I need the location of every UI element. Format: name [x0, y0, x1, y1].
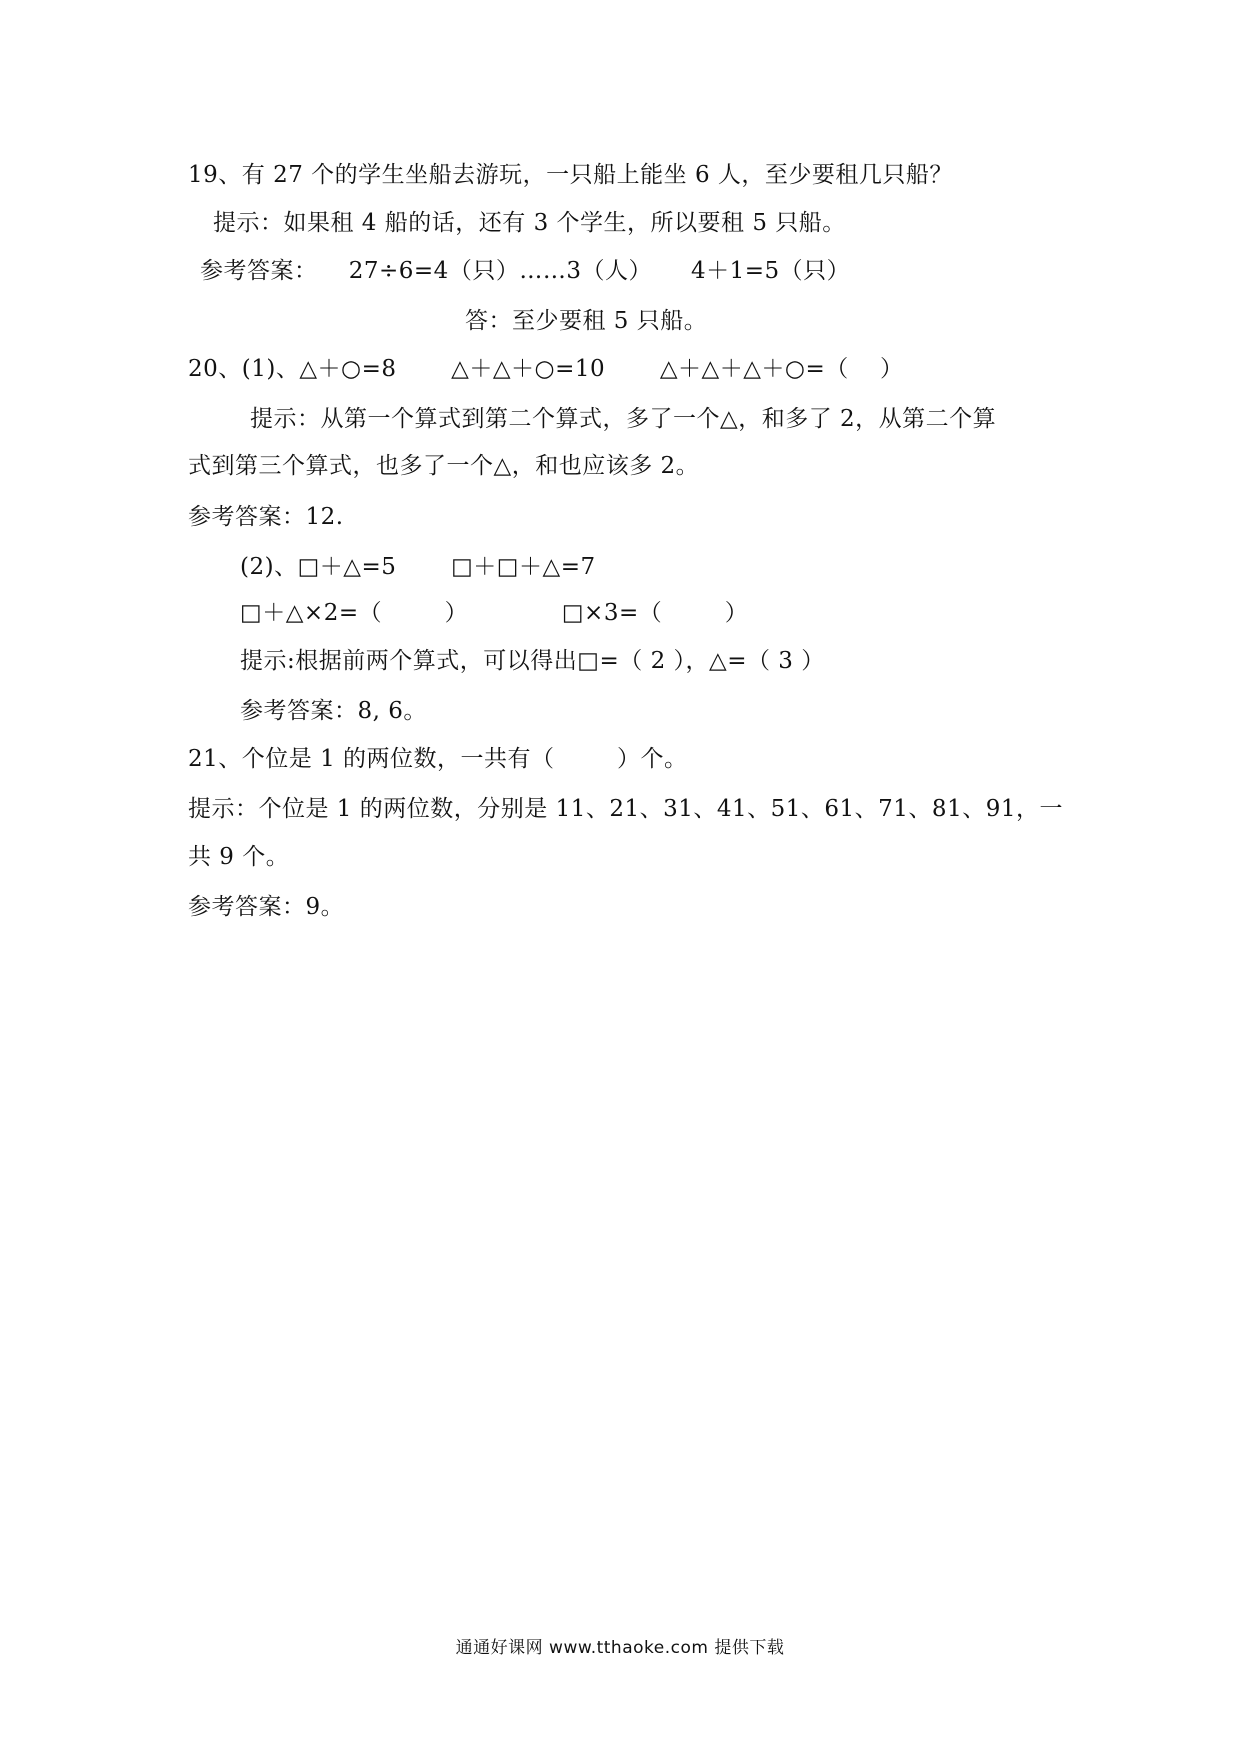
q19-hint: 提示：如果租 4 船的话，还有 3 个学生，所以要租 5 只船。: [213, 210, 846, 236]
q20-part2-question-line1: (2)、□＋△=5 □＋□＋△=7: [240, 554, 596, 580]
q20-part1-hint-line1: 提示：从第一个算式到第二个算式，多了一个△，和多了 2，从第二个算: [250, 406, 997, 432]
page-footer: 通通好课网 www.tthaoke.com 提供下载: [455, 1638, 785, 1658]
q21-answer: 参考答案：9。: [188, 894, 345, 920]
q19-answer-calc: 参考答案： 27÷6=4（只）……3（人） 4＋1=5（只）: [200, 258, 851, 284]
q20-part1-question: 20、(1)、△＋○=8 △＋△＋○=10 △＋△＋△＋○=（ ）: [188, 356, 904, 382]
q20-part1-hint-line2: 式到第三个算式，也多了一个△，和也应该多 2。: [188, 453, 700, 479]
q20-part2-answer: 参考答案：8, 6。: [240, 698, 427, 724]
q21-hint-line1: 提示：个位是 1 的两位数，分别是 11、21、31、41、51、61、71、81、91，一: [188, 796, 1063, 822]
q20-part2-hint: 提示:根据前两个算式，可以得出□=（ 2 ），△=（ 3 ）: [240, 648, 825, 674]
q19-question: 19、有 27 个的学生坐船去游玩，一只船上能坐 6 人，至少要租几只船？: [188, 162, 953, 188]
q21-hint-line2: 共 9 个。: [188, 844, 290, 870]
q19-answer-text: 答：至少要租 5 只船。: [465, 308, 708, 334]
q20-part2-question-line2: □＋△×2=（ ） □×3=（ ）: [240, 600, 749, 626]
q21-question: 21、个位是 1 的两位数，一共有（ ）个。: [188, 746, 688, 772]
q20-part1-answer: 参考答案：12.: [188, 504, 344, 530]
